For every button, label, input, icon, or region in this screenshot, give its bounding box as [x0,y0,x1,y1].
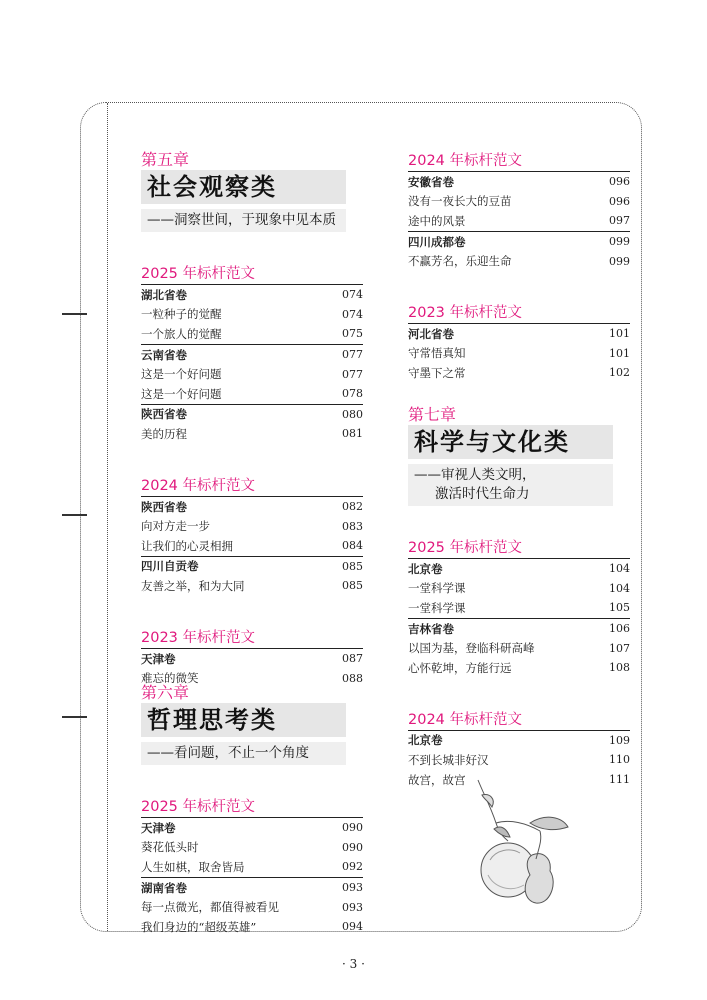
toc-page-number: 096 [609,194,630,208]
year-heading: 2023 年标杆范文 [141,629,256,646]
toc-page-number: 108 [609,661,630,675]
toc-page-number: 085 [342,579,363,593]
toc-page-number: 090 [342,840,363,854]
chapter-number: 第六章 [141,683,190,702]
toc-entry-row[interactable] [408,344,630,364]
toc-section-row[interactable] [408,323,630,344]
toc-section-title: 湖南省卷 [141,880,187,895]
toc-entry-title: 让我们的心灵相拥 [141,538,233,553]
toc-page-number: 087 [342,652,363,666]
chapter-subtitle [141,742,346,765]
fruit-sketch-illustration [470,775,580,915]
toc-page-number: 110 [609,753,630,767]
toc-section-title: 云南省卷 [141,347,187,362]
toc-entry-row[interactable] [141,576,363,596]
toc-page-number: 080 [342,407,363,421]
toc-entry-row[interactable] [408,638,630,658]
toc-page-number: 107 [609,641,630,655]
toc-page-number: 096 [609,175,630,189]
chapter-5 [141,150,363,688]
toc-section-title: 河北省卷 [408,326,454,341]
toc-entry-title: 友善之举，和为大同 [141,578,245,593]
toc-entry-title: 不到长城非好汉 [408,752,489,767]
year-heading: 2024 年标杆范文 [408,153,523,169]
year-heading: 2025 年标杆范文 [141,799,256,815]
toc-page-number: 092 [342,860,363,874]
toc-entry-title: 我们身边的“超级英雄” [141,919,257,934]
chapter-title: 哲理思考类 [141,703,346,737]
toc-entry-row[interactable] [141,516,363,536]
toc-entry-title: 美的历程 [141,426,187,441]
toc-section-row[interactable] [141,404,363,425]
toc-entry-row[interactable] [141,324,363,344]
toc-section-row[interactable] [141,556,363,577]
toc-page-number: 085 [342,559,363,573]
margin-tick [62,514,87,516]
chapter-subtitle-line: ——洞察世间，于现象中见本质 [147,212,336,228]
toc-entry-row[interactable] [408,192,630,212]
chapter-title: 科学与文化类 [408,425,613,459]
toc-section-title: 天津卷 [141,820,176,835]
toc-page-number: 106 [609,622,630,636]
toc-page-number: 104 [609,581,630,595]
toc-entry-title: 一堂科学课 [408,600,466,615]
toc-page-number: 081 [342,427,363,441]
toc-section-title: 吉林省卷 [408,621,454,636]
toc-entry-row[interactable] [141,897,363,917]
toc-page-number: 088 [342,671,363,685]
toc-page-number: 105 [609,601,630,615]
margin-tick [62,313,87,315]
toc-section-row[interactable] [141,284,363,305]
toc-section-row[interactable] [141,877,363,898]
chapter-number: 第五章 [141,150,190,169]
toc-page-number: 099 [609,254,630,268]
toc-entry-row[interactable] [141,917,363,937]
year-heading: 2024 年标杆范文 [408,711,523,728]
toc-page-number: 084 [342,539,363,553]
toc-page-number: 109 [609,733,630,747]
toc-section-row[interactable] [408,730,630,751]
year-heading: 2025 年标杆范文 [141,266,256,282]
toc-page-number: 090 [342,821,363,835]
toc-entry-row[interactable] [141,424,363,444]
margin-tick [62,716,87,718]
toc-entry-title: 故宫，故宫 [408,772,466,787]
toc-entry-title: 难忘的微笑 [141,671,199,686]
toc-section-title: 四川自贡卷 [141,559,199,574]
toc-page-number: 093 [342,881,363,895]
year-heading: 2025 年标杆范文 [408,540,523,556]
toc-page-number: 101 [609,327,630,341]
chapter-subtitle [141,209,346,232]
toc-page-number: 074 [342,307,363,321]
toc-entry-title: 途中的风景 [408,213,466,228]
toc-entry-row[interactable] [141,857,363,877]
toc-page-number: 083 [342,519,363,533]
toc-entry-title: 心怀乾坤，方能行远 [408,660,512,675]
toc-entry-title: 守墨下之常 [408,365,466,380]
toc-section-title: 天津卷 [141,651,176,666]
toc-entry-row[interactable] [141,364,363,384]
toc-entry-title: 这是一个好问题 [141,367,222,382]
year-heading: 2024 年标杆范文 [141,477,256,494]
toc-entry-row[interactable] [408,211,630,231]
toc-section-title: 陕西省卷 [141,499,187,514]
chapter-6 [141,683,363,937]
chapter-subtitle-line: ——审视人类文明， [414,467,536,483]
toc-section-title: 湖北省卷 [141,287,187,302]
toc-entry-row[interactable] [408,579,630,599]
toc-entry-row[interactable] [141,838,363,858]
toc-page-number: 078 [342,387,363,401]
toc-entry-row[interactable] [141,305,363,325]
toc-section-row[interactable] [408,231,630,252]
toc-section-row[interactable] [408,171,630,192]
toc-section-title: 安徽省卷 [408,174,454,189]
toc-entry-row[interactable] [408,598,630,618]
toc-entry-row[interactable] [408,363,630,383]
chapter-title: 社会观察类 [141,170,346,204]
toc-page-number: 093 [342,900,363,914]
toc-page-number: 075 [342,327,363,341]
toc-entry-row[interactable] [141,536,363,556]
toc-page-number: 082 [342,500,363,514]
toc-page-number: 074 [342,288,363,302]
toc-entry-row[interactable] [141,384,363,404]
toc-entry-row[interactable] [408,750,630,770]
toc-entry-row[interactable] [408,658,630,678]
toc-page-number: 111 [609,773,630,787]
toc-section-title: 北京卷 [408,733,443,748]
toc-page-number: 097 [609,214,630,228]
toc-section-row[interactable] [408,618,630,639]
toc-entry-title: 以国为基，登临科研高峰 [408,641,535,656]
binding-line [107,103,108,931]
toc-entry-title: 一粒种子的觉醒 [141,307,222,322]
toc-entry-title: 葵花低头时 [141,840,199,855]
toc-entry-title: 这是一个好问题 [141,386,222,401]
chapter-subtitle [408,464,613,506]
toc-section-row[interactable] [141,648,363,669]
chapter-7 [408,405,630,789]
toc-section-row[interactable] [408,558,630,579]
toc-page-number: 077 [342,367,363,381]
toc-page-number: 102 [609,366,630,380]
chapter-number: 第七章 [408,405,457,424]
toc-section-title: 陕西省卷 [141,407,187,422]
toc-section-title: 四川成都卷 [408,234,466,249]
chapter-subtitle-line: 激活时代生命力 [435,486,530,502]
toc-section-row[interactable] [141,496,363,517]
toc-entry-title: 一个旅人的觉醒 [141,326,222,341]
toc-entry-title: 人生如棋，取舍皆局 [141,859,245,874]
toc-entry-title: 一堂科学课 [408,581,466,596]
toc-section-title: 北京卷 [408,561,443,576]
toc-entry-title: 向对方走一步 [141,519,210,534]
year-heading: 2023 年标杆范文 [408,304,523,321]
toc-entry-title: 没有一夜长大的豆苗 [408,194,512,209]
chapter-subtitle-line: ——看问题，不止一个角度 [147,745,309,761]
toc-section-row[interactable] [141,344,363,365]
toc-page-number: 077 [342,348,363,362]
toc-entry-title: 守常悟真知 [408,346,466,361]
toc-page-number: 104 [609,562,630,576]
chapter-6-continued [408,151,630,383]
toc-page-number: 099 [609,235,630,249]
toc-section-row[interactable] [141,817,363,838]
toc-entry-title: 每一点微光，都值得被看见 [141,900,279,915]
page-number: · 3 · [342,957,365,971]
toc-page-number: 101 [609,346,630,360]
toc-entry-title: 不赢芳名，乐迎生命 [408,254,512,269]
toc-page-number: 094 [342,920,363,934]
toc-entry-row[interactable] [408,251,630,271]
